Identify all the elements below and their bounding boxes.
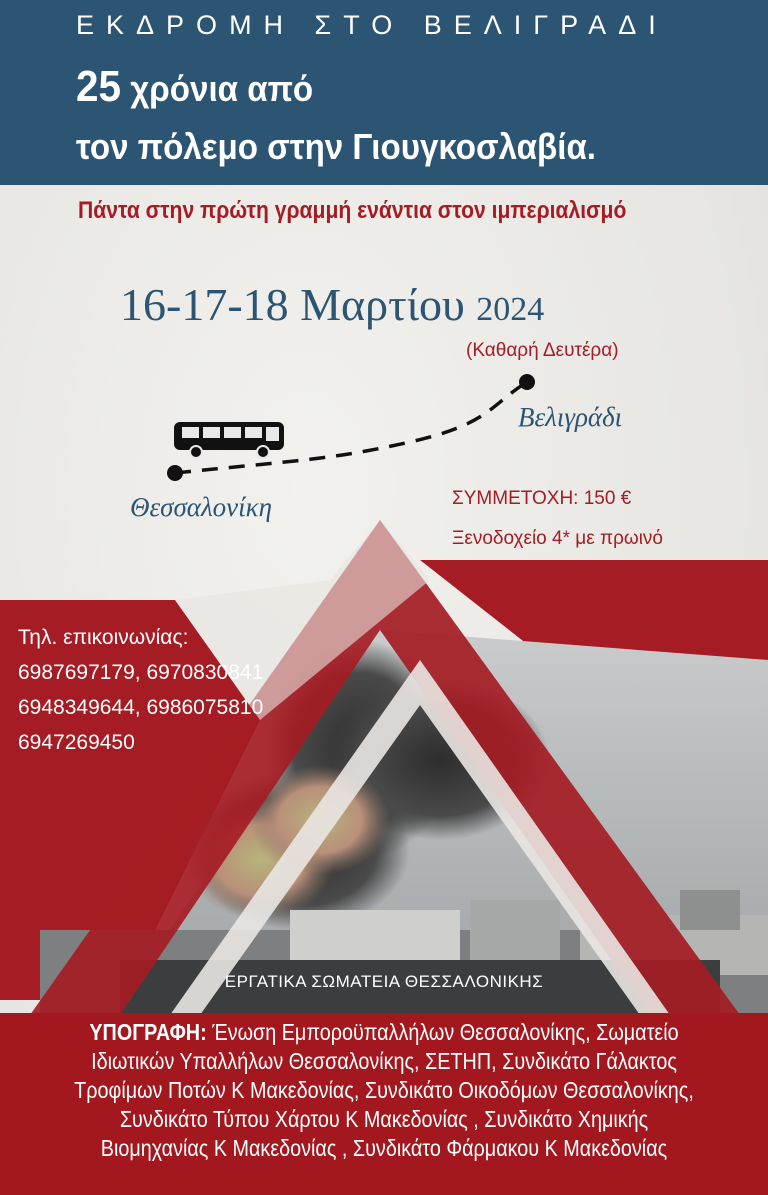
signatures-line-4: Συνδικάτο Τύπου Χάρτου Κ Μακεδονίας , Συνδικάτο Χημικής: [119, 1106, 649, 1132]
organizer-label: ΕΡΓΑΤΙΚΑ ΣΩΜΑΤΕΙΑ ΘΕΣΣΑΛΟΝΙΚΗΣ: [224, 972, 544, 991]
trip-dates: [120, 278, 544, 331]
slogan: Πάντα στην πρώτη γραμμή ενάντια στον ιμπεριαλισμό: [78, 197, 627, 224]
eyebrow-title: ΕΚΔΡΟΜΗ ΣΤΟ ΒΕΛΙΓΡΑΔΙ: [76, 10, 668, 40]
destination-dot: [519, 374, 535, 390]
participation-price: ΣΥΜΜΕΤΟΧΗ: 150 €: [452, 488, 632, 509]
signatures-label: ΥΠΟΓΡΑΦΗ:: [89, 1019, 207, 1045]
phone-line-2[interactable]: 6948349644, 6986075810: [18, 696, 264, 719]
trip-year: 2024: [476, 291, 545, 328]
contact-block: [18, 620, 263, 760]
anniversary-number: 25: [76, 62, 122, 111]
origin-dot: [167, 465, 183, 481]
bus-icon: [174, 422, 284, 458]
main-title-line-1: [76, 62, 313, 112]
phone-line-3[interactable]: 6947269450: [18, 731, 135, 754]
main-title-line-2: τον πόλεμο στην Γιουγκοσλαβία.: [76, 126, 597, 167]
contact-label: Τηλ. επικοινωνίας:: [18, 626, 189, 649]
signatures-line-1-text: Ένωση Εμποροϋπαλλήλων Θεσσαλονίκης, Σωματείο: [206, 1019, 679, 1045]
main-title-line-1-rest: χρόνια από: [121, 68, 314, 109]
signatures-line-5: Βιομηχανίας Κ Μακεδονίας , Συνδικάτο Φάρμακου Κ Μακεδονίας: [100, 1135, 668, 1161]
signatures-block: [12, 1018, 756, 1163]
hotel-info: Ξενοδοχείο 4* με πρωινό: [452, 528, 664, 549]
signatures-line-2: Ιδιωτικών Υπαλλήλων Θεσσαλονίκης, ΣΕΤΗΠ, Συνδικάτο Γάλακτος: [91, 1048, 677, 1074]
route-map: [0, 360, 768, 520]
signatures-line-1: [64, 1018, 704, 1047]
signatures-line-3: Τροφίμων Ποτών Κ Μακεδονίας, Συνδικάτο Οικοδόμων Θεσσαλονίκης,: [74, 1077, 694, 1103]
dates-note: (Καθαρή Δευτέρα): [466, 340, 619, 361]
origin-city: Θεσσαλονίκη: [130, 492, 272, 522]
trip-days: 16-17-18 Μαρτίου: [120, 279, 477, 330]
war-illustration: [0, 520, 768, 1015]
phone-line-1[interactable]: 6987697179, 6970830841: [18, 661, 264, 684]
destination-city: Βελιγράδι: [518, 402, 623, 432]
